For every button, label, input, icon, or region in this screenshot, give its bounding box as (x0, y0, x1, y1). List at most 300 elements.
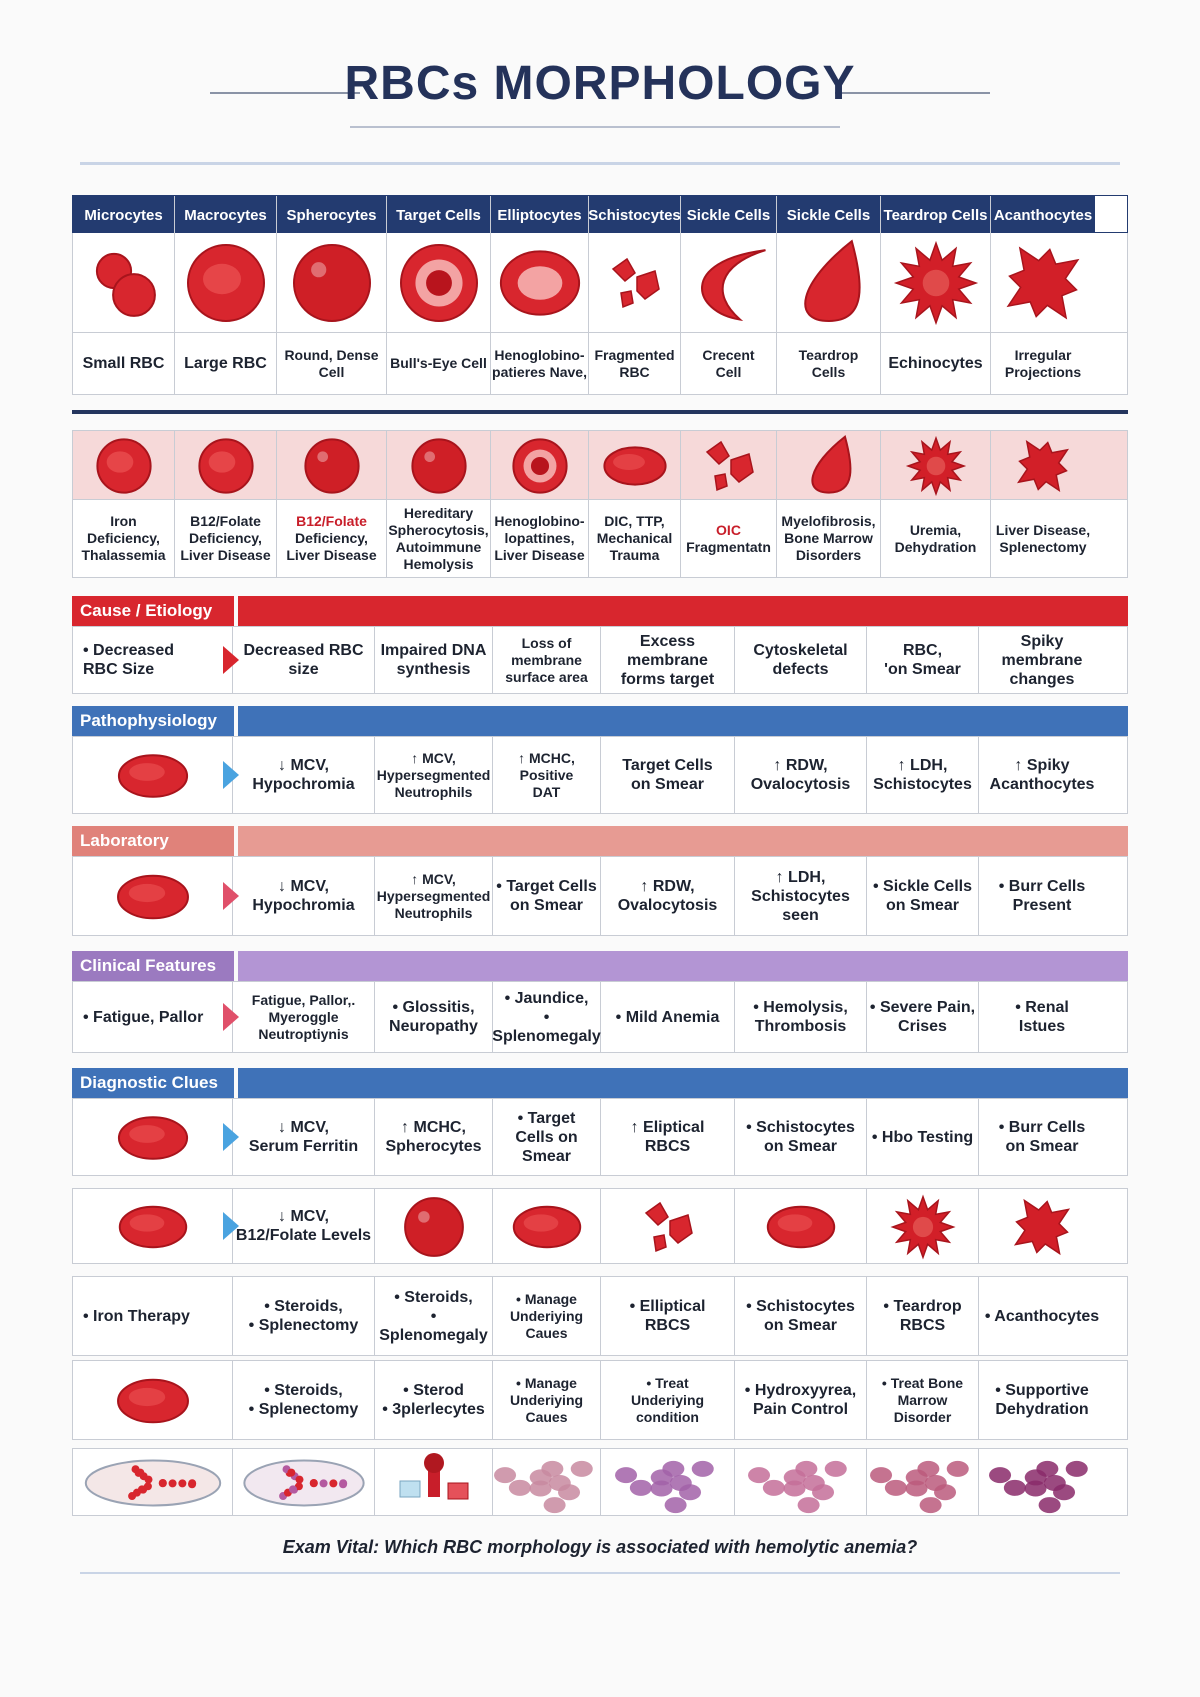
cell-text: B12/Folate Levels (235, 1227, 372, 1244)
cell-image-row-2 (72, 430, 1128, 500)
clinical-cells-cell (979, 982, 1105, 1052)
cell-text: Schistocytes (873, 776, 972, 793)
cell-image (73, 1361, 233, 1439)
column-header (491, 196, 589, 234)
cell-text: Cell (715, 363, 742, 380)
column-header (589, 196, 681, 234)
arrow-icon (223, 1212, 239, 1240)
section-label: Laboratory (72, 826, 234, 856)
cell-image (387, 233, 491, 332)
cell-text: ↑ LDH, (897, 757, 948, 774)
treat2-cell (375, 1361, 493, 1439)
cell-image (277, 233, 387, 332)
column-header (777, 196, 881, 234)
cell-text: Splenectomy (999, 538, 1087, 555)
cell-image (375, 1189, 493, 1263)
treat1-cell (493, 1277, 601, 1355)
cell-text: on Smear (886, 897, 959, 914)
smear1-cell-icon (493, 1449, 601, 1515)
column-header (277, 196, 387, 234)
exam-question: Exam Vital: Which RBC morphology is associated with hemolytic anemia? (282, 1537, 918, 1557)
lab-cells-cell (979, 857, 1105, 935)
cell-text: ↑ MCV, (411, 870, 456, 887)
ellipt-cell-icon (491, 233, 589, 332)
cell-text: Macrocytes (184, 206, 267, 224)
cell-name (777, 333, 881, 394)
cell-text: • 3plerlecytes (382, 1401, 485, 1418)
cell-text: Neutroptiynis (258, 1025, 349, 1042)
cell-text: • Burr Cells (998, 878, 1086, 895)
clinical-cells-cell (601, 982, 735, 1052)
title-area (0, 56, 1200, 136)
cell-text: Marrow (897, 1391, 948, 1408)
condition (277, 500, 387, 577)
condition (73, 500, 175, 577)
cell-text: • Acanthocytes (984, 1307, 1100, 1325)
oval-cell-icon (589, 431, 681, 499)
cell-text: condition (636, 1408, 699, 1425)
clinical-cells-cell (233, 982, 375, 1052)
cell-text: • Manage (516, 1374, 577, 1391)
lab-cells-cell (233, 857, 375, 935)
cell-text: RBC (619, 363, 650, 380)
cell-text: Acanthocytes (989, 776, 1095, 793)
cell-text: on Smear (510, 897, 583, 914)
condition-row (72, 500, 1128, 578)
oval-cell-icon (73, 1099, 233, 1175)
cell-text: changes (1009, 670, 1075, 688)
treat1-cell (735, 1277, 867, 1355)
cell-text: Target Cells (396, 206, 481, 224)
cell-text: Hypersegmented (376, 766, 491, 783)
cell-image-row (72, 233, 1128, 333)
acanth-cell-icon (991, 431, 1095, 499)
condition (175, 500, 277, 577)
lab-row (72, 856, 1128, 936)
tear-cell-icon (777, 431, 881, 499)
cell-text: on Smear (1005, 1138, 1079, 1155)
cell-text: on Smear (764, 1317, 837, 1334)
cell-text: • Manage (516, 1290, 577, 1307)
cell-text: Spiky membrane (1001, 632, 1083, 669)
cell-text: Cells (811, 363, 846, 380)
cell-text: Large RBC (184, 355, 267, 372)
lab-cells-cell (867, 857, 979, 935)
diag-cells-cell (493, 1099, 601, 1175)
cell-text: • Target (517, 1109, 576, 1127)
cell-image (991, 233, 1095, 332)
condition (589, 500, 681, 577)
cell-image (73, 737, 233, 813)
cell-image (491, 233, 589, 332)
cell-text: ↑ Eliptical (630, 1119, 705, 1136)
treat1-cell (979, 1277, 1105, 1355)
sphere-cell-icon (375, 1189, 493, 1263)
cell-name (491, 333, 589, 394)
cell-text: Myeroggle (268, 1008, 339, 1025)
cell-text: membrane (511, 651, 582, 668)
cell-text: Spherocytes (385, 1138, 482, 1155)
cell-image (493, 1189, 601, 1263)
cell-text: Deficiency, (189, 530, 262, 546)
cell-name (175, 333, 277, 394)
cell-text: Hypersegmented (376, 887, 491, 904)
cell-image (277, 431, 387, 499)
cell-text: Irregular (1014, 346, 1072, 363)
cell-text: Present (1012, 897, 1072, 914)
cell-name (73, 333, 175, 394)
cell-name-row (72, 333, 1128, 395)
cell-text: • Treat (646, 1374, 689, 1391)
cell-text: • Hemolysis, (753, 999, 848, 1016)
cell-text: Underiying (509, 1307, 584, 1324)
condition (681, 500, 777, 577)
cell-text: • Fatigue, Pallor (83, 1008, 204, 1026)
cell-text: Underiying (630, 1391, 705, 1408)
cell-text: Henoglobino- (494, 513, 585, 529)
cell-text: defects (772, 661, 829, 678)
tubes-cell-icon (375, 1449, 493, 1515)
cell-text: RBCS (644, 1138, 691, 1155)
cell-text: Dehydration (894, 538, 977, 555)
cell-text: Henoglobino- (494, 346, 585, 363)
cell-text: • Teardrop (883, 1298, 962, 1315)
cell-text: • Steroids, (264, 1382, 343, 1399)
cell-image (73, 1189, 233, 1263)
smear-image (73, 1449, 233, 1515)
treat2-cell (979, 1361, 1105, 1439)
treat1-cell (375, 1277, 493, 1355)
dish-cell-icon (73, 1449, 233, 1515)
cell-text: • Elliptical (629, 1298, 706, 1315)
cell-text: • Schistocytes (746, 1298, 855, 1315)
cell-text: Schistocytes seen (751, 887, 850, 924)
cell-text: Positive (519, 766, 574, 783)
oval-cell-icon (73, 737, 233, 813)
smear5-cell-icon (979, 1449, 1105, 1515)
cell-text: ↑ RDW, (773, 757, 828, 774)
cell-text: • Supportive (995, 1382, 1089, 1399)
cell-text: • Splenomegaly (379, 1307, 488, 1344)
clinical-cells-cell (735, 982, 867, 1052)
cell-text: Caues (525, 1324, 568, 1341)
cell-image (777, 431, 881, 499)
cell-text: Neutrophils (394, 904, 473, 921)
section-bar (238, 1068, 1128, 1098)
micro-cell-icon (73, 233, 175, 332)
column-header (387, 196, 491, 234)
cell-text: Small RBC (82, 355, 165, 372)
section-lab (72, 826, 1128, 856)
section-clinical (72, 951, 1128, 981)
treat1-cell (73, 1277, 233, 1355)
lab-cells-cell (601, 857, 735, 935)
cause-cells-cell (375, 627, 493, 693)
lab-cells-cell (375, 857, 493, 935)
cell-text: RBC Size (83, 661, 155, 678)
cell-text: Target Cells (622, 757, 713, 774)
cell-text: Spherocytes (286, 206, 377, 224)
arrow-icon (223, 1123, 239, 1151)
frag-cell-icon (589, 233, 681, 332)
cell-text: • Glossitis, (392, 999, 475, 1016)
cell-image (991, 431, 1095, 499)
oval-cell-icon (73, 1189, 233, 1263)
cell-text: ↑ MCV, (411, 749, 456, 766)
cell-text: Liver Disease (286, 547, 377, 563)
smear-image (735, 1449, 867, 1515)
disc-cell-icon (175, 431, 277, 499)
cell-text: Cytoskeletal (753, 642, 848, 659)
cell-text: Spherocytosis, (388, 521, 489, 538)
cell-image (589, 431, 681, 499)
cell-text: synthesis (396, 661, 471, 678)
cell-text: B12/Folate (296, 513, 367, 529)
cell-text: Iron Deficiency, (87, 513, 160, 546)
cell-image (73, 1099, 233, 1175)
arrow-icon (223, 1003, 239, 1031)
cell-image (681, 233, 777, 332)
cell-text: • Decreased (83, 642, 174, 659)
cell-text: Fragmented (594, 346, 675, 363)
cell-text: Echinocytes (888, 355, 983, 372)
frag-cell-icon (681, 431, 777, 499)
treat2-cell (493, 1361, 601, 1439)
cell-text: size (288, 661, 319, 678)
cell-image (867, 1189, 979, 1263)
acanth-cell-icon (991, 233, 1095, 332)
cell-image (175, 233, 277, 332)
cell-text: 'on Smear (884, 661, 961, 678)
cell-text: • Hbo Testing (871, 1128, 974, 1146)
sphere-cell-icon (277, 431, 387, 499)
cell-text: • Target Cells (496, 878, 597, 895)
cell-text: Decreased RBC (243, 642, 364, 659)
section-label: Diagnostic Clues (72, 1068, 234, 1098)
diag-cells-cell (735, 1099, 867, 1175)
acanth-cell-icon (979, 1189, 1105, 1263)
disc-cell-icon (73, 431, 175, 499)
cell-text: Dehydration (995, 1401, 1089, 1418)
cell-text: Myelofibrosis, (781, 513, 876, 529)
clinical-cells-cell (493, 982, 601, 1052)
cell-text: Ovalocytosis (617, 897, 718, 914)
cell-name (277, 333, 387, 394)
cause-cells-cell (735, 627, 867, 693)
section-bar (238, 706, 1128, 736)
cell-text: • Hydroxyyrea, (744, 1382, 857, 1399)
morphology-header-row (72, 195, 1128, 233)
cell-text: Loss of (521, 634, 572, 651)
cell-text: lopattines, (504, 530, 575, 546)
frag-cell-icon (601, 1189, 735, 1263)
cell-image (73, 233, 175, 332)
cell-text: Impaired DNA (380, 642, 487, 659)
tear-cell-icon (777, 233, 881, 332)
oval-cell-icon (493, 1189, 601, 1263)
cell-text: Autoimmune (395, 538, 482, 555)
cell-text: • Severe Pain, (869, 999, 976, 1016)
diag-cells-cell (375, 1099, 493, 1175)
cell-text: Microcytes (84, 206, 163, 224)
treat2-cell (233, 1361, 375, 1439)
section-diag (72, 1068, 1128, 1098)
cell-image (73, 857, 233, 935)
cell-text: • Sterod (403, 1382, 464, 1399)
cell-text: Crises (898, 1018, 947, 1035)
treat2-cell (867, 1361, 979, 1439)
patho-cells-cell (233, 737, 375, 813)
cause-row (72, 626, 1128, 694)
divider-dark (72, 410, 1128, 414)
cell-text: Excess membrane (627, 632, 708, 669)
patho-cells-cell (601, 737, 735, 813)
condition (777, 500, 881, 577)
cell-text: Thalassemia (81, 547, 166, 563)
cell-text: ↓ MCV, (278, 757, 329, 774)
column-header (73, 196, 175, 234)
cell-text: Fragmentatn (686, 538, 771, 555)
oval-cell-icon (73, 857, 233, 935)
cell-text: Neuropathy (389, 1018, 478, 1035)
diag-cells-cell (979, 1099, 1105, 1175)
condition (491, 500, 589, 577)
cell-image (979, 1189, 1105, 1263)
section-label: Pathophysiology (72, 706, 234, 736)
sickle-cell-icon (681, 233, 777, 332)
cell-text: ↑ Spiky (1014, 757, 1070, 774)
cell-text: Uremia, (909, 521, 962, 538)
cause-cells-cell (73, 627, 233, 693)
diag-cells-cell (233, 1099, 375, 1175)
cell-text: Hemolysis (403, 555, 474, 572)
cell-text: RBCS (899, 1317, 946, 1334)
cell-text: Teardrop Cells (883, 206, 988, 224)
cell-text: Thrombosis (754, 1018, 847, 1035)
condition (387, 500, 491, 577)
cell-text: • Iron Therapy (83, 1307, 190, 1325)
diag-image-row (72, 1188, 1128, 1264)
diag-cells-cell (601, 1099, 735, 1175)
lab-cells-cell (493, 857, 601, 935)
cell-name (881, 333, 991, 394)
patho-cells-cell (979, 737, 1105, 813)
patho-cells-cell (735, 737, 867, 813)
treatment-row-2 (72, 1360, 1128, 1440)
cell-text: Liver Disease, (995, 521, 1091, 538)
cell-text: Liver Disease (494, 547, 585, 563)
cause-cells-cell (233, 627, 375, 693)
cause-cells-cell (867, 627, 979, 693)
cell-text: ↑ MCHC, (401, 1119, 466, 1136)
patho-cells-cell (867, 737, 979, 813)
cell-text: • Splenomegaly (492, 1008, 601, 1045)
cell-text: Disorder (893, 1408, 952, 1425)
cell-image (175, 431, 277, 499)
cell-text: • Renal (1015, 999, 1069, 1016)
section-bar (238, 951, 1128, 981)
target-cell-icon (491, 431, 589, 499)
patho-cells-cell (375, 737, 493, 813)
cell-image (491, 431, 589, 499)
cell-text: Serum Ferritin (248, 1138, 359, 1155)
cause-cells-cell (979, 627, 1105, 693)
cell-text: Bull's-Eye Cell (390, 355, 487, 371)
cell-name (387, 333, 491, 394)
sphere-cell-icon (387, 431, 491, 499)
section-cause (72, 596, 1128, 626)
section-label: Clinical Features (72, 951, 234, 981)
column-header (881, 196, 991, 234)
spiky-cell-icon (867, 1189, 979, 1263)
cell-text: • Mild Anemia (615, 1008, 720, 1026)
cell-image (387, 431, 491, 499)
smear-image (493, 1449, 601, 1515)
cell-image (881, 233, 991, 332)
arrow-icon (223, 646, 239, 674)
cell-text: ↑ MCHC, (518, 749, 575, 766)
cell-text: on Smear (764, 1138, 837, 1155)
smear3-cell-icon (735, 1449, 867, 1515)
cell-image (735, 1189, 867, 1263)
column-header (681, 196, 777, 234)
cell-text: Hereditary (403, 504, 474, 521)
cell-image (601, 1189, 735, 1263)
cell-text: ↑ LDH, (775, 868, 826, 886)
cell-image (881, 431, 991, 499)
cell-text: • Steroids, (264, 1298, 343, 1315)
section-patho (72, 706, 1128, 736)
column-header (175, 196, 277, 234)
cell-text: • Burr Cells (998, 1119, 1086, 1136)
cell-text: DIC, TTP, (604, 513, 665, 529)
cell-text: Sickle Cells (786, 206, 871, 224)
diag-clue (233, 1189, 375, 1263)
target-cell-icon (387, 233, 491, 332)
divider (80, 162, 1120, 165)
clinical-cells-cell (867, 982, 979, 1052)
title-underline (350, 126, 840, 128)
oval-cell-icon (735, 1189, 867, 1263)
cell-text: ↓ MCV, (278, 1119, 329, 1136)
cell-image (681, 431, 777, 499)
cell-text: Cells on Smear (515, 1128, 578, 1165)
cell-text: Ovalocytosis (750, 776, 851, 793)
cell-text: Round, Dense Cell (284, 346, 379, 380)
cell-name (589, 333, 681, 394)
cell-text: patieres Nave, (492, 363, 587, 380)
cell-text: • Jaundice, (504, 989, 589, 1007)
cell-text: ↑ RDW, (640, 878, 695, 895)
cell-image (589, 233, 681, 332)
cause-cells-cell (601, 627, 735, 693)
smear-image (375, 1449, 493, 1515)
cell-text: Bone Marrow (784, 530, 873, 546)
sphere-cell-icon (277, 233, 387, 332)
diag-row (72, 1098, 1128, 1176)
cell-name (681, 333, 777, 394)
cell-text: Teardrop (798, 346, 859, 363)
cell-text: • Splenectomy (248, 1401, 359, 1418)
arrow-icon (223, 882, 239, 910)
oval-cell-icon (73, 1361, 233, 1439)
treatment-row-1 (72, 1276, 1128, 1356)
cell-text: Schistocytes (588, 206, 681, 224)
smear2-cell-icon (601, 1449, 735, 1515)
cell-text: Neutrophils (394, 783, 473, 800)
spiky-cell-icon (881, 233, 991, 332)
cell-text: Projections (1004, 363, 1082, 380)
